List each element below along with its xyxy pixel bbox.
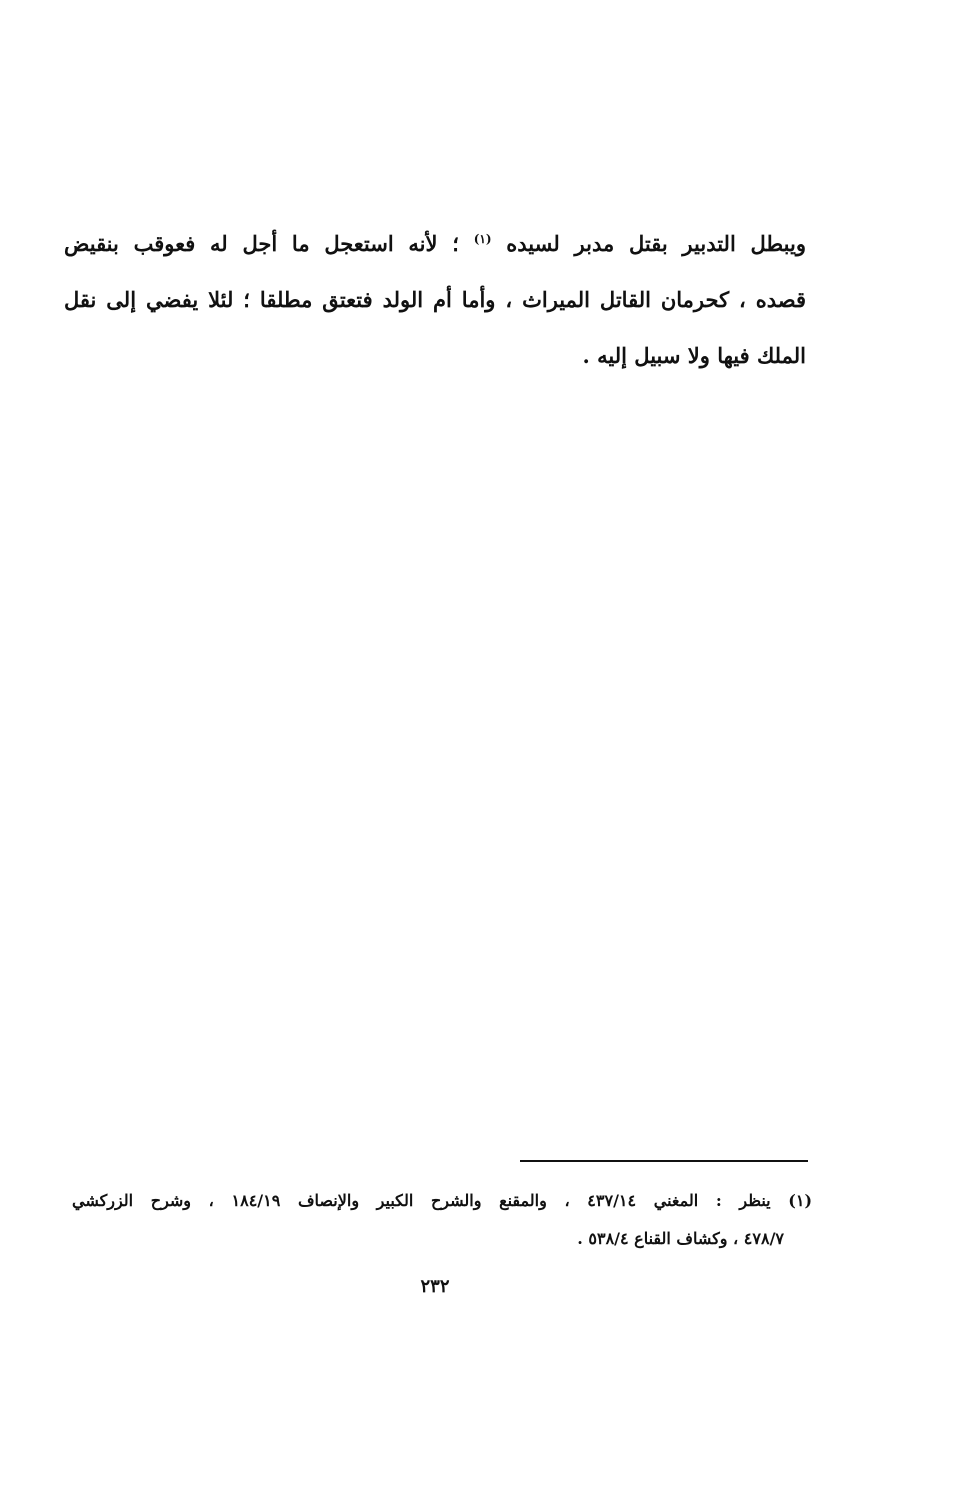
paragraph-line-3: الملك فيها ولا سبيل إليه . [582,343,806,368]
footnote-line-2: ٤٧٨/٧ ، وكشاف القناع ٥٣٨/٤ . [577,1229,784,1248]
paragraph-line-1-start: ويبطل التدبير بقتل مدبر لسيده [506,231,806,256]
main-paragraph [64,216,806,384]
page-number: ٢٣٢ [420,1276,450,1297]
footnote-reference-marker[interactable]: (١) [473,232,492,246]
footnote-line-1: (١) ينظر : المغني ٤٣٧/١٤ ، والمقنع والشرح الكبير والإنصاف ١٨٤/١٩ ، وشرح الزركشي [72,1191,813,1210]
footnote-separator [520,1160,808,1162]
paragraph-line-1-end: ؛ لأنه استعجل ما أجل له فعوقب بنقيض [64,231,459,256]
paragraph-line-2: قصده ، كحرمان القاتل الميراث ، وأما أم الولد فتعتق مطلقا ؛ لئلا يفضي إلى نقل [64,287,806,312]
paragraph-line-1 [64,216,806,272]
footnote [72,1182,812,1258]
